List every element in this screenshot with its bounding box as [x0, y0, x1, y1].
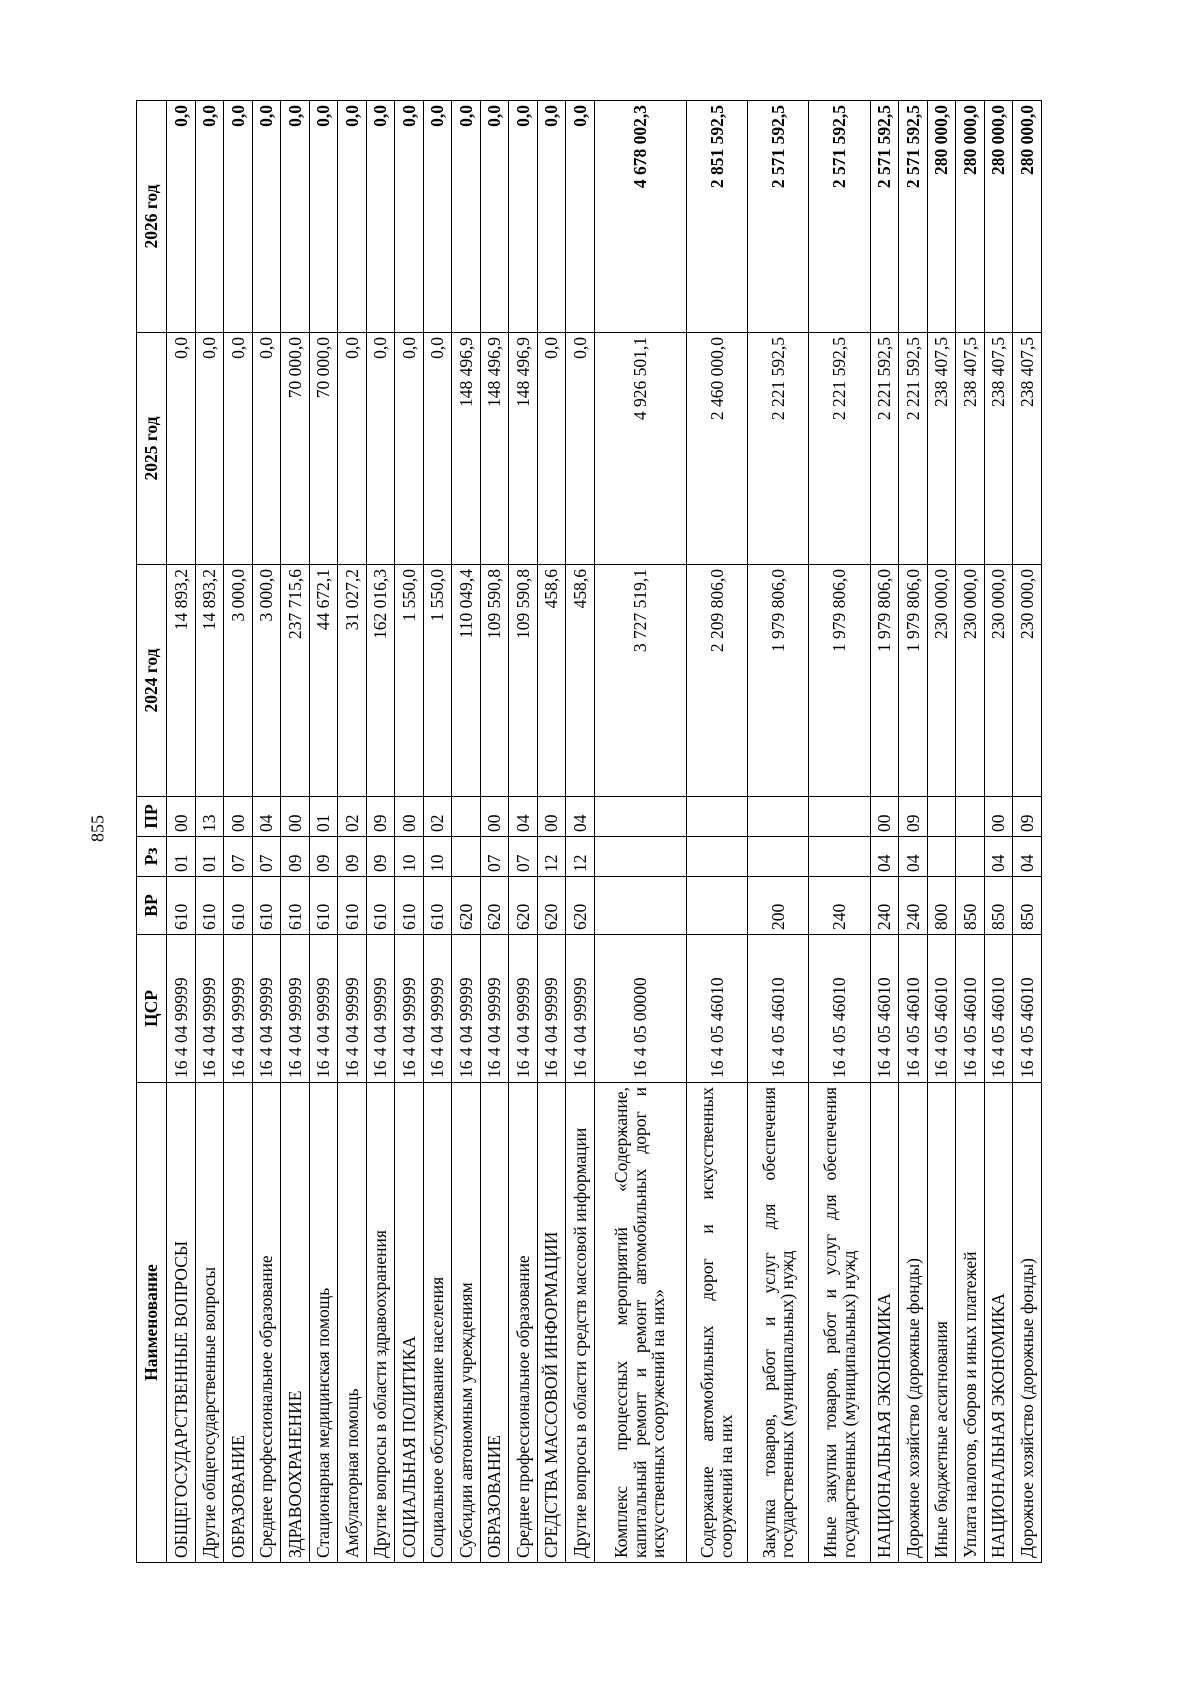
row-name: ОБЩЕГОСУДАРСТВЕННЫЕ ВОПРОСЫ: [167, 1083, 196, 1563]
row-2026: 0,0: [566, 101, 595, 333]
row-2025: 0,0: [338, 333, 367, 565]
row-2026: 0,0: [423, 101, 452, 333]
row-name: Социальное обслуживание населения: [423, 1083, 452, 1563]
row-2026: 0,0: [509, 101, 538, 333]
row-2026: 0,0: [366, 101, 395, 333]
row-2026: 2 851 592,5: [686, 101, 747, 333]
row-2026: 0,0: [252, 101, 281, 333]
row-2025: 0,0: [195, 333, 224, 565]
table-row: [747, 101, 808, 1563]
table-body: [167, 101, 1042, 1563]
row-name: ОБРАЗОВАНИЕ: [224, 1083, 253, 1563]
header-csr: ЦСР: [137, 935, 167, 1083]
row-2024: 110 049,4: [452, 565, 481, 797]
row-2026: 0,0: [452, 101, 481, 333]
header-name: Наименование: [137, 1083, 167, 1563]
row-2024: 2 209 806,0: [686, 565, 747, 797]
row-name: Стационарная медицинская помощь: [309, 1083, 338, 1563]
table-row: [281, 101, 310, 1563]
row-vr: [594, 877, 686, 935]
row-2025: 0,0: [366, 333, 395, 565]
row-2024: 3 000,0: [224, 565, 253, 797]
row-vr: [686, 877, 747, 935]
row-vr: 610: [366, 877, 395, 935]
header-pr: ПР: [137, 797, 167, 837]
row-csr: 16 4 04 99999: [167, 935, 196, 1083]
row-rz: 04: [984, 837, 1013, 877]
row-pr: [956, 797, 985, 837]
row-rz: 07: [252, 837, 281, 877]
row-pr: 13: [195, 797, 224, 837]
row-2026: 0,0: [309, 101, 338, 333]
table-row: [984, 101, 1013, 1563]
row-vr: 610: [195, 877, 224, 935]
row-vr: 240: [899, 877, 928, 935]
row-2025: 148 496,9: [452, 333, 481, 565]
row-2026: 0,0: [195, 101, 224, 333]
row-rz: 09: [366, 837, 395, 877]
row-pr: 00: [870, 797, 899, 837]
row-name: Закупка товаров, работ и услуг для обеспечения государственных (муниципальных) нужд: [747, 1083, 808, 1563]
row-pr: 09: [1013, 797, 1042, 837]
row-csr: 16 4 04 99999: [509, 935, 538, 1083]
row-pr: 02: [423, 797, 452, 837]
row-2026: 0,0: [480, 101, 509, 333]
rotated-table-container: [136, 101, 1042, 1563]
row-csr: 16 4 04 99999: [537, 935, 566, 1083]
row-pr: 00: [224, 797, 253, 837]
row-pr: 00: [395, 797, 424, 837]
row-2025: 0,0: [252, 333, 281, 565]
row-name: Содержание автомобильных дорог и искусственных сооружений на них: [686, 1083, 747, 1563]
row-vr: 620: [452, 877, 481, 935]
table-row: [395, 101, 424, 1563]
row-name: Другие вопросы в области средств массовой информации: [566, 1083, 595, 1563]
table-row: [509, 101, 538, 1563]
table-row: [594, 101, 686, 1563]
row-2026: 0,0: [338, 101, 367, 333]
row-vr: 610: [224, 877, 253, 935]
header-vr: ВР: [137, 877, 167, 935]
header-2026: 2026 год: [137, 101, 167, 333]
row-2025: 2 221 592,5: [870, 333, 899, 565]
row-rz: [594, 837, 686, 877]
row-csr: 16 4 04 99999: [423, 935, 452, 1083]
row-2024: 1 550,0: [395, 565, 424, 797]
row-2025: 0,0: [537, 333, 566, 565]
row-rz: [747, 837, 808, 877]
row-2025: 238 407,5: [927, 333, 956, 565]
row-2024: 31 027,2: [338, 565, 367, 797]
row-2025: 0,0: [167, 333, 196, 565]
row-name: Комплекс процессных мероприятий «Содержание, капитальный ремонт и ремонт автомобильных дорог и искусственных сооружений на них»: [594, 1083, 686, 1563]
row-pr: [686, 797, 747, 837]
row-rz: [809, 837, 870, 877]
row-rz: [956, 837, 985, 877]
table-row: [686, 101, 747, 1563]
row-vr: 620: [480, 877, 509, 935]
row-csr: 16 4 05 46010: [809, 935, 870, 1083]
table-row: [537, 101, 566, 1563]
row-vr: 610: [167, 877, 196, 935]
row-pr: [452, 797, 481, 837]
row-2026: 0,0: [167, 101, 196, 333]
row-pr: 00: [167, 797, 196, 837]
row-2025: 2 460 000,0: [686, 333, 747, 565]
row-2024: 230 000,0: [1013, 565, 1042, 797]
row-name: Среднее профессиональное образование: [252, 1083, 281, 1563]
row-2024: 109 590,8: [509, 565, 538, 797]
row-vr: 610: [395, 877, 424, 935]
row-name: Среднее профессиональное образование: [509, 1083, 538, 1563]
row-2024: 1 979 806,0: [809, 565, 870, 797]
table-row: [423, 101, 452, 1563]
header-rz: Рз: [137, 837, 167, 877]
row-pr: 01: [309, 797, 338, 837]
row-2024: 3 727 519,1: [594, 565, 686, 797]
row-pr: 00: [537, 797, 566, 837]
row-pr: 04: [566, 797, 595, 837]
row-pr: 04: [252, 797, 281, 837]
row-2026: 2 571 592,5: [747, 101, 808, 333]
row-2024: 1 979 806,0: [870, 565, 899, 797]
row-2025: 0,0: [395, 333, 424, 565]
row-name: НАЦИОНАЛЬНАЯ ЭКОНОМИКА: [984, 1083, 1013, 1563]
row-csr: 16 4 04 99999: [566, 935, 595, 1083]
row-2025: 2 221 592,5: [899, 333, 928, 565]
row-2026: 0,0: [281, 101, 310, 333]
row-vr: 610: [252, 877, 281, 935]
row-csr: 16 4 04 99999: [395, 935, 424, 1083]
row-vr: 240: [870, 877, 899, 935]
row-2026: 280 000,0: [984, 101, 1013, 333]
row-2024: 162 016,3: [366, 565, 395, 797]
row-vr: 800: [927, 877, 956, 935]
row-2025: 238 407,5: [956, 333, 985, 565]
row-2025: 70 000,0: [309, 333, 338, 565]
row-rz: 10: [423, 837, 452, 877]
row-pr: [747, 797, 808, 837]
row-name: ОБРАЗОВАНИЕ: [480, 1083, 509, 1563]
row-csr: 16 4 04 99999: [452, 935, 481, 1083]
row-name: Другие общегосударственные вопросы: [195, 1083, 224, 1563]
row-csr: 16 4 05 46010: [686, 935, 747, 1083]
row-vr: 620: [537, 877, 566, 935]
table-row: [167, 101, 196, 1563]
row-2025: 2 221 592,5: [809, 333, 870, 565]
row-name: Субсидии автономным учреждениям: [452, 1083, 481, 1563]
table-row: [338, 101, 367, 1563]
table-row: [480, 101, 509, 1563]
table-row: [956, 101, 985, 1563]
table-row: [252, 101, 281, 1563]
row-pr: [594, 797, 686, 837]
row-rz: 10: [395, 837, 424, 877]
table-row: [452, 101, 481, 1563]
row-2024: 44 672,1: [309, 565, 338, 797]
row-csr: 16 4 05 46010: [870, 935, 899, 1083]
row-pr: 09: [899, 797, 928, 837]
row-rz: 12: [566, 837, 595, 877]
row-pr: [809, 797, 870, 837]
row-2025: 70 000,0: [281, 333, 310, 565]
row-2025: 0,0: [566, 333, 595, 565]
row-rz: 07: [509, 837, 538, 877]
row-vr: 610: [423, 877, 452, 935]
row-pr: 09: [366, 797, 395, 837]
row-name: Амбулаторная помощь: [338, 1083, 367, 1563]
row-2026: 280 000,0: [927, 101, 956, 333]
row-vr: 610: [281, 877, 310, 935]
row-2025: 238 407,5: [984, 333, 1013, 565]
row-vr: 850: [956, 877, 985, 935]
row-2025: 148 496,9: [509, 333, 538, 565]
row-2025: 2 221 592,5: [747, 333, 808, 565]
row-rz: 09: [309, 837, 338, 877]
row-vr: 610: [309, 877, 338, 935]
row-2024: 1 550,0: [423, 565, 452, 797]
row-csr: 16 4 05 46010: [1013, 935, 1042, 1083]
row-csr: 16 4 04 99999: [281, 935, 310, 1083]
row-name: Уплата налогов, сборов и иных платежей: [956, 1083, 985, 1563]
row-2024: 109 590,8: [480, 565, 509, 797]
row-rz: 01: [195, 837, 224, 877]
row-2024: 230 000,0: [956, 565, 985, 797]
row-vr: 240: [809, 877, 870, 935]
row-pr: 00: [281, 797, 310, 837]
row-2026: 0,0: [224, 101, 253, 333]
row-name: ЗДРАВООХРАНЕНИЕ: [281, 1083, 310, 1563]
row-rz: 04: [899, 837, 928, 877]
row-2024: 458,6: [566, 565, 595, 797]
row-2024: 3 000,0: [252, 565, 281, 797]
row-vr: 620: [509, 877, 538, 935]
page-number: 855: [87, 815, 108, 842]
row-2026: 280 000,0: [1013, 101, 1042, 333]
row-rz: 04: [1013, 837, 1042, 877]
row-name: Иные бюджетные ассигнования: [927, 1083, 956, 1563]
row-csr: 16 4 05 46010: [927, 935, 956, 1083]
row-pr: 00: [984, 797, 1013, 837]
row-csr: 16 4 04 99999: [224, 935, 253, 1083]
row-csr: 16 4 05 00000: [594, 935, 686, 1083]
row-name: Другие вопросы в области здравоохранения: [366, 1083, 395, 1563]
row-name: Дорожное хозяйство (дорожные фонды): [899, 1083, 928, 1563]
row-vr: 850: [1013, 877, 1042, 935]
row-csr: 16 4 04 99999: [366, 935, 395, 1083]
row-name: СОЦИАЛЬНАЯ ПОЛИТИКА: [395, 1083, 424, 1563]
row-2024: 14 893,2: [195, 565, 224, 797]
row-2025: 0,0: [224, 333, 253, 565]
row-vr: 610: [338, 877, 367, 935]
table-row: [366, 101, 395, 1563]
row-name: НАЦИОНАЛЬНАЯ ЭКОНОМИКА: [870, 1083, 899, 1563]
header-2025: 2025 год: [137, 333, 167, 565]
row-2025: 148 496,9: [480, 333, 509, 565]
row-2025: 4 926 501,1: [594, 333, 686, 565]
header-2024: 2024 год: [137, 565, 167, 797]
row-csr: 16 4 04 99999: [252, 935, 281, 1083]
table-row: [809, 101, 870, 1563]
row-vr: 200: [747, 877, 808, 935]
row-2024: 458,6: [537, 565, 566, 797]
table-row: [224, 101, 253, 1563]
row-csr: 16 4 05 46010: [956, 935, 985, 1083]
row-2026: 2 571 592,5: [899, 101, 928, 333]
row-csr: 16 4 04 99999: [309, 935, 338, 1083]
row-rz: 04: [870, 837, 899, 877]
row-rz: 07: [480, 837, 509, 877]
table-row: [566, 101, 595, 1563]
table-row: [309, 101, 338, 1563]
row-2026: 0,0: [537, 101, 566, 333]
row-2024: 1 979 806,0: [747, 565, 808, 797]
row-csr: 16 4 04 99999: [338, 935, 367, 1083]
table-row: [195, 101, 224, 1563]
row-rz: 01: [167, 837, 196, 877]
budget-table: [136, 100, 1042, 1563]
row-name: Дорожное хозяйство (дорожные фонды): [1013, 1083, 1042, 1563]
row-2024: 14 893,2: [167, 565, 196, 797]
row-2026: 280 000,0: [956, 101, 985, 333]
row-csr: 16 4 04 99999: [480, 935, 509, 1083]
table-row: [1013, 101, 1042, 1563]
row-pr: 00: [480, 797, 509, 837]
table-row: [927, 101, 956, 1563]
row-vr: 620: [566, 877, 595, 935]
row-2025: 0,0: [423, 333, 452, 565]
row-csr: 16 4 05 46010: [899, 935, 928, 1083]
row-rz: 07: [224, 837, 253, 877]
table-row: [870, 101, 899, 1563]
row-rz: [686, 837, 747, 877]
row-vr: 850: [984, 877, 1013, 935]
row-rz: [927, 837, 956, 877]
row-2024: 230 000,0: [927, 565, 956, 797]
row-rz: 09: [338, 837, 367, 877]
row-2026: 0,0: [395, 101, 424, 333]
row-csr: 16 4 05 46010: [984, 935, 1013, 1083]
row-2024: 1 979 806,0: [899, 565, 928, 797]
row-rz: 12: [537, 837, 566, 877]
row-csr: 16 4 04 99999: [195, 935, 224, 1083]
row-2026: 2 571 592,5: [809, 101, 870, 333]
row-2025: 238 407,5: [1013, 333, 1042, 565]
table-header-row: [137, 101, 167, 1563]
row-rz: [452, 837, 481, 877]
row-pr: 04: [509, 797, 538, 837]
row-2026: 4 678 002,3: [594, 101, 686, 333]
row-2024: 230 000,0: [984, 565, 1013, 797]
row-2026: 2 571 592,5: [870, 101, 899, 333]
row-pr: [927, 797, 956, 837]
row-pr: 02: [338, 797, 367, 837]
table-row: [899, 101, 928, 1563]
row-name: Иные закупки товаров, работ и услуг для обеспечения государственных (муниципальных) нужд: [809, 1083, 870, 1563]
row-csr: 16 4 05 46010: [747, 935, 808, 1083]
row-name: СРЕДСТВА МАССОВОЙ ИНФОРМАЦИИ: [537, 1083, 566, 1563]
row-2024: 237 715,6: [281, 565, 310, 797]
row-rz: 09: [281, 837, 310, 877]
